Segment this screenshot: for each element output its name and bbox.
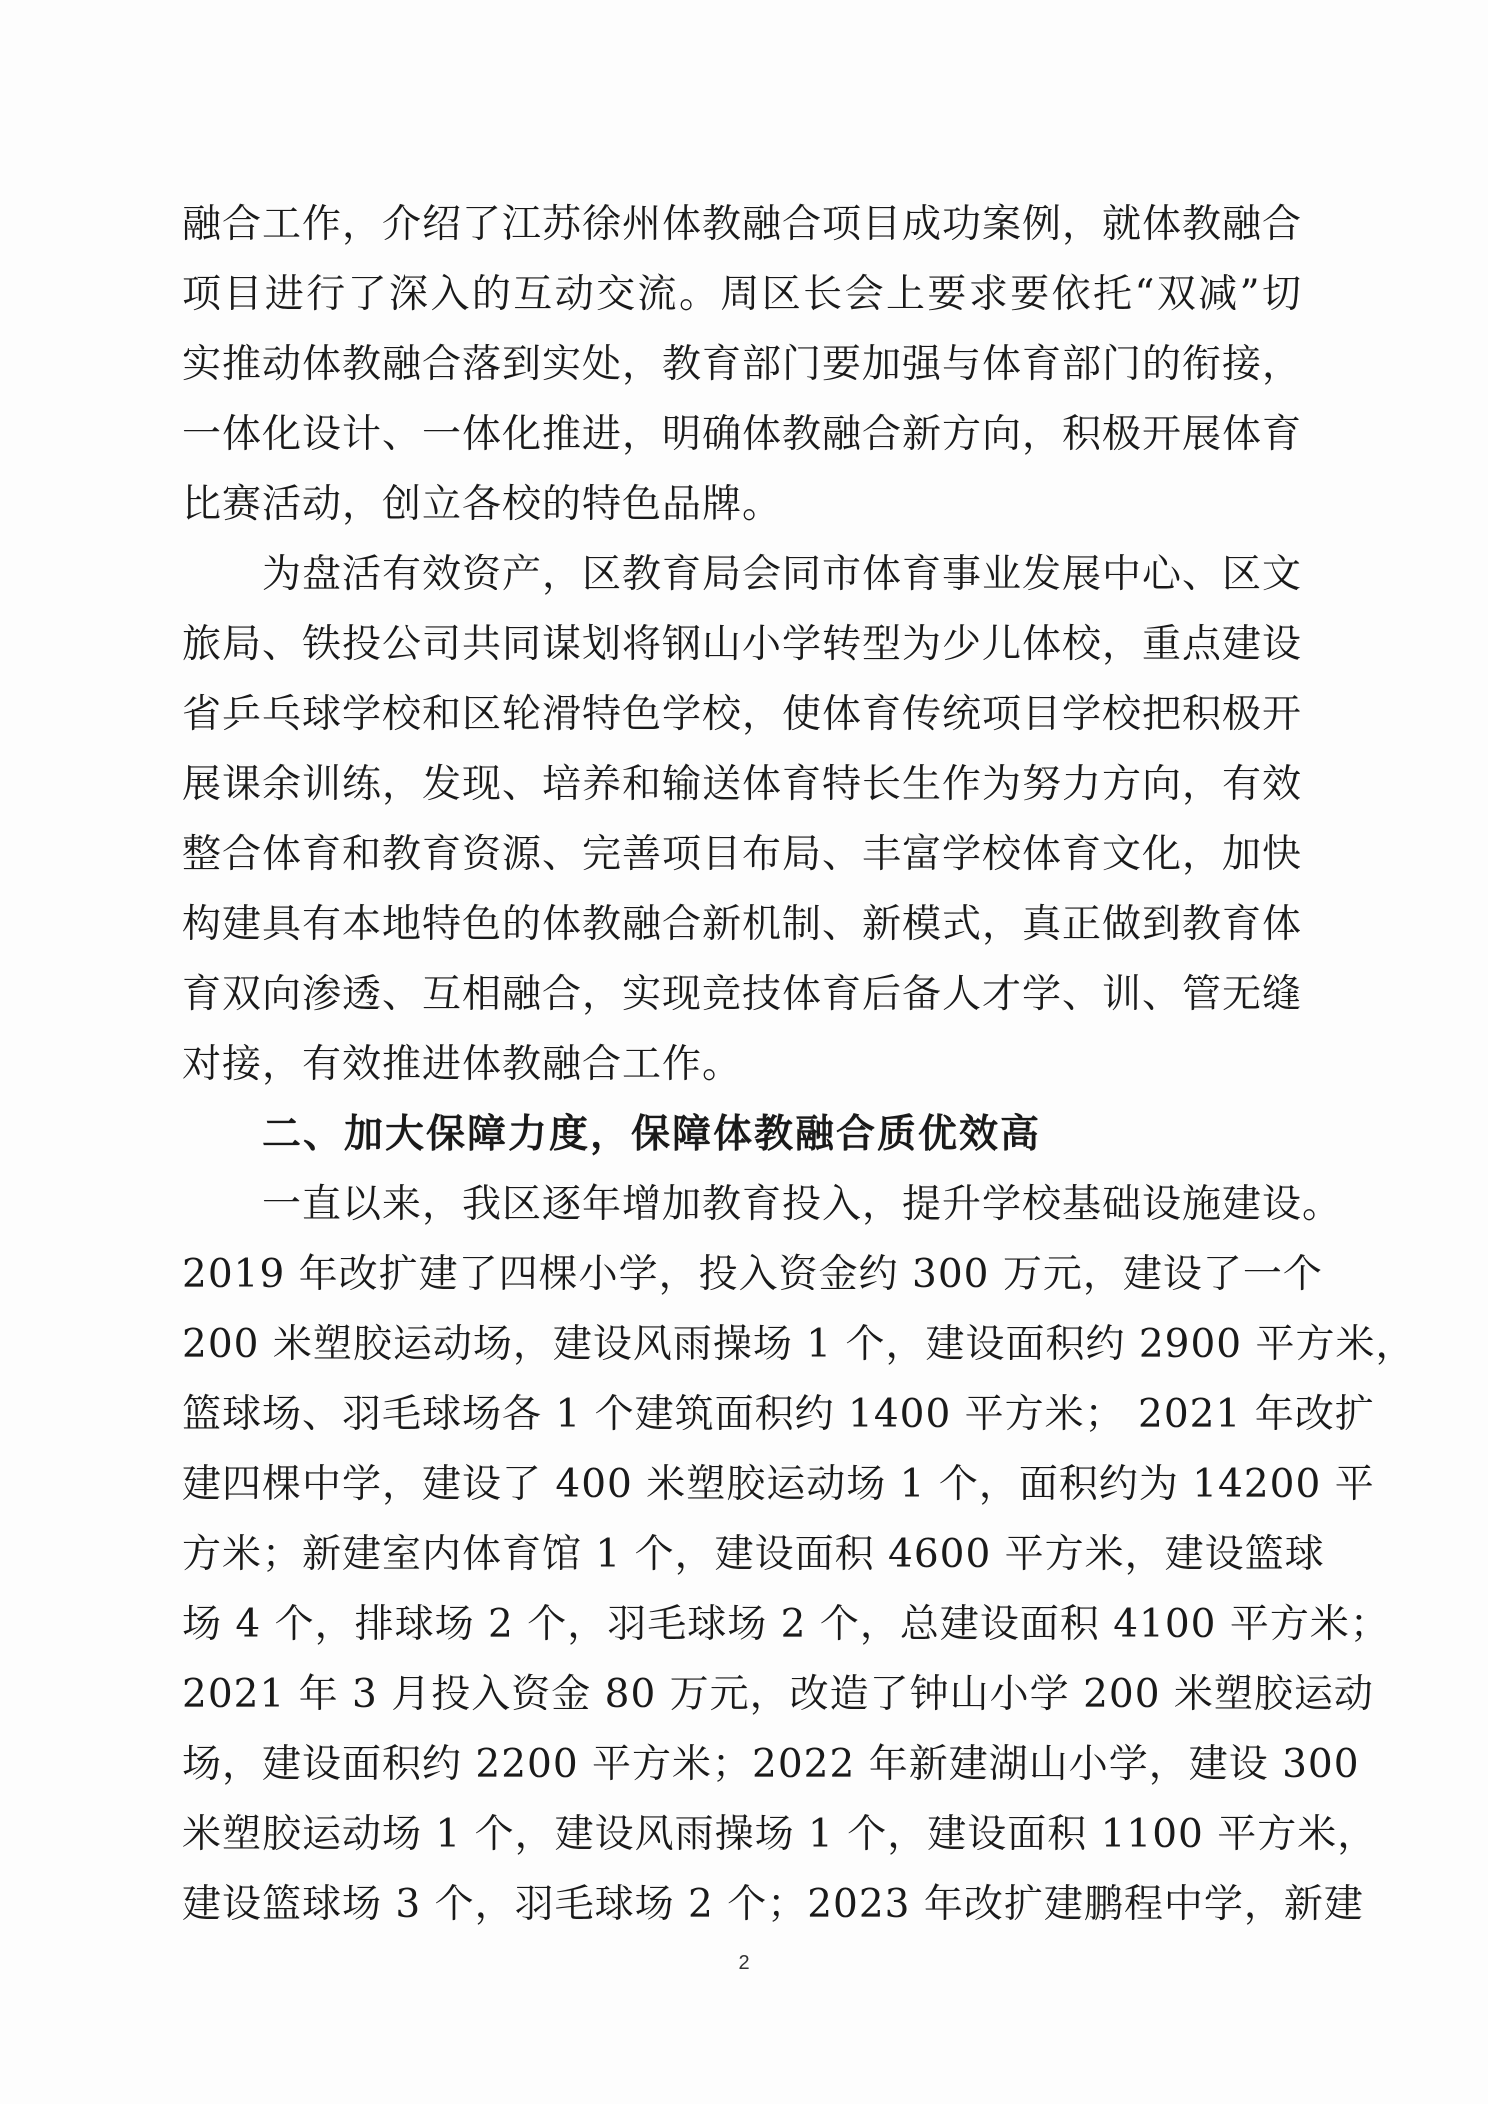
text-line: 篮球场、羽毛球场各 1 个建筑面积约 1400 平方米； 2021 年改扩 [182,1392,1375,1437]
text-line: 实推动体教融合落到实处，教育部门要加强与体育部门的衔接， [182,342,1303,387]
text-line: 省乒乓球学校和区轮滑特色学校，使体育传统项目学校把积极开 [182,692,1303,737]
text-line: 展课余训练，发现、培养和输送体育特长生作为努力方向，有效 [182,762,1303,807]
text-line: 建四棵中学，建设了 400 米塑胶运动场 1 个，面积约为 14200 平 [182,1462,1375,1507]
paragraph-first-line: 为盘活有效资产，区教育局会同市体育事业发展中心、区文 [262,552,1303,597]
text-line: 200 米塑胶运动场，建设风雨操场 1 个，建设面积约 2900 平方米， [182,1322,1416,1367]
text-line: 米塑胶运动场 1 个，建设风雨操场 1 个，建设面积 1100 平方米， [182,1812,1378,1857]
text-line: 构建具有本地特色的体教融合新机制、新模式，真正做到教育体 [182,902,1303,947]
text-line: 一体化设计、一体化推进，明确体教融合新方向，积极开展体育 [182,412,1303,457]
body-text [182,190,1416,1940]
text-line: 育双向渗透、互相融合，实现竞技体育后备人才学、训、管无缝 [182,972,1303,1017]
text-line: 建设篮球场 3 个，羽毛球场 2 个；2023 年改扩建鹏程中学，新建 [182,1882,1364,1927]
text-line: 场 4 个，排球场 2 个，羽毛球场 2 个，总建设面积 4100 平方米； [182,1602,1390,1647]
text-line: 融合工作，介绍了江苏徐州体教融合项目成功案例，就体教融合 [182,202,1303,247]
text-line: 整合体育和教育资源、完善项目布局、丰富学校体育文化，加快 [182,832,1303,877]
text-line: 对接，有效推进体教融合工作。 [182,1042,743,1087]
text-line: 旅局、铁投公司共同谋划将钢山小学转型为少儿体校，重点建设 [182,622,1303,667]
text-line: 2021 年 3 月投入资金 80 万元，改造了钟山小学 200 米塑胶运动 [182,1672,1374,1717]
section-heading: 二、加大保障力度，保障体教融合质优效高 [262,1112,1042,1157]
text-line: 项目进行了深入的互动交流。周区长会上要求要依托“双减”切 [182,272,1302,317]
text-line: 场，建设面积约 2200 平方米；2022 年新建湖山小学，建设 300 [182,1742,1360,1787]
text-line: 方米；新建室内体育馆 1 个，建设面积 4600 平方米，建设篮球 [182,1532,1325,1577]
page-number: 2 [738,1952,750,1974]
paragraph-first-line: 一直以来，我区逐年增加教育投入，提升学校基础设施建设。 [262,1182,1343,1227]
text-line: 2019 年改扩建了四棵小学，投入资金约 300 万元，建设了一个 [182,1252,1323,1297]
text-line: 比赛活动，创立各校的特色品牌。 [182,482,783,527]
